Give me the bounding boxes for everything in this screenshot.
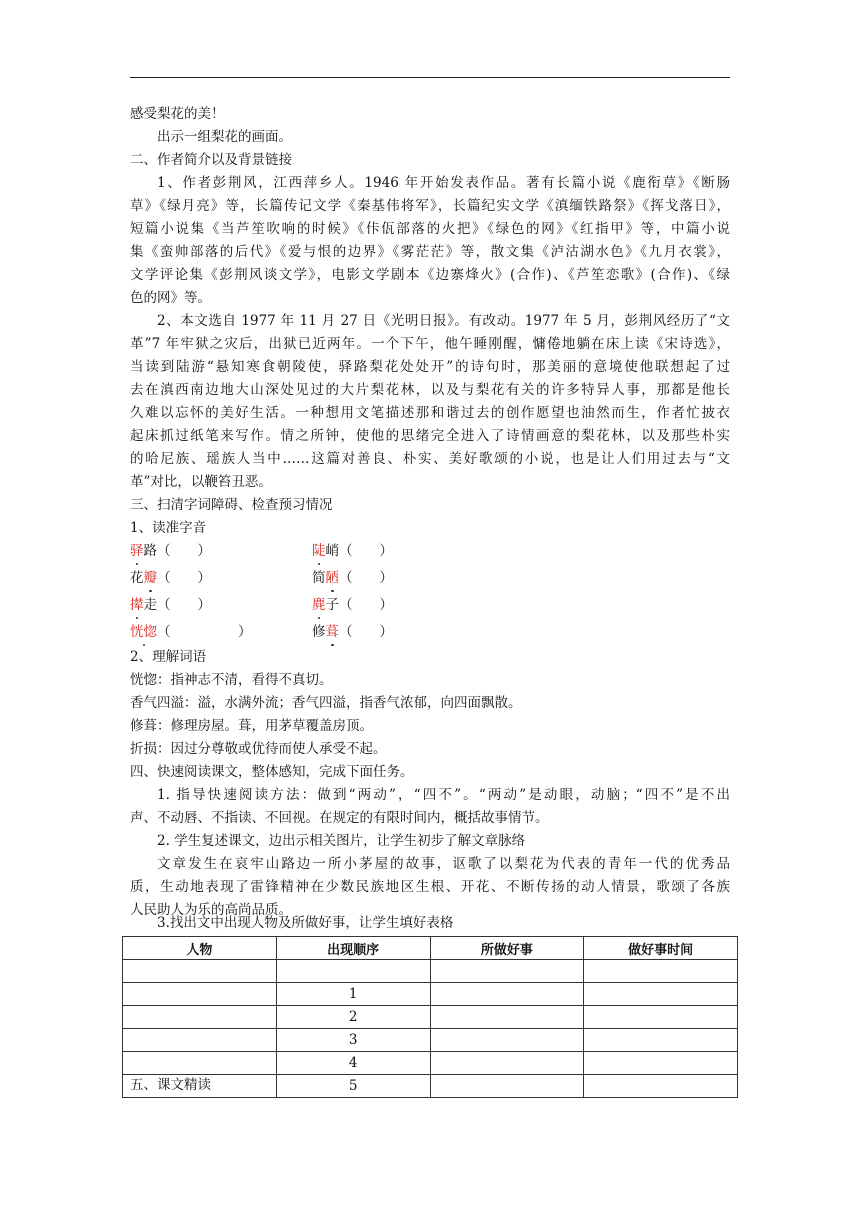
table-row [123,960,738,983]
paragraph-line: 起床抓过纸笔来写作。情之所钟，使他的思绪完全进入了诗情画意的梨花林，以及那些朴实 [130,428,730,444]
definition-line: 修葺：修理房屋。葺，用茅草覆盖房顶。 [130,718,373,734]
table-cell[interactable]: 4 [276,1052,430,1075]
table-cell[interactable]: 3 [276,1029,430,1052]
pinyin-item: 花瓣（ ） [130,567,211,589]
pinyin-item: 简陋（ ） [312,567,393,589]
paragraph-line: 草》《绿月亮》等，长篇传记文学《秦基伟将军》，长篇纪实文学《滇缅铁路祭》《挥戈落日》， [130,198,730,214]
table-cell[interactable] [430,1029,584,1052]
paragraph-line: 集《蛮帅部落的后代》《爱与恨的边界》《雾茫茫》等，散文集《泸沽湖水色》《九月衣裳》， [130,244,730,260]
table-header-row [123,937,738,960]
pinyin-item: 陡峭（ ） [312,540,393,562]
definition-line: 折损：因过分尊敬或优待而使人承受不起。 [130,741,387,757]
subheading: 2、理解词语 [130,649,207,665]
paragraph-line: 声、不动唇、不指读、不回视。在规定的有限时间内，概括故事情节。 [130,810,549,826]
table-cell[interactable] [276,960,430,983]
subheading: 1、读准字音 [130,520,207,536]
good-deeds-table [122,936,738,1098]
paragraph-line: 1. 指导快速阅读方法：做到“两动”，“四不”。“两动”是动眼，动脑；“四不”是不出 [157,787,730,803]
paragraph-line: 久难以忘怀的美好生活。一种想用文笔描述那和谐过去的创作愿望也油然而生，作者忙披衣 [130,405,730,421]
paragraph-line: 短篇小说集《当芦笙吹响的时候》《佧佤部落的火把》《绿色的网》《红指甲》等，中篇小说 [130,221,730,237]
paragraph-line: 1、作者彭荆风，江西萍乡人。1946 年开始发表作品。著有长篇小说《鹿衔草》《断肠 [157,175,730,191]
table-row [123,1029,738,1052]
column-header: 出现顺序 [276,937,430,960]
paragraph-line: 的哈尼族、瑶族人当中……这篇对善良、朴实、美好歌颂的小说，也是让人们用过去与“文 [130,451,730,467]
table-cell[interactable] [430,960,584,983]
table-cell[interactable] [584,1006,738,1029]
highlighted-char: 陋 [326,567,340,589]
table-row [123,1052,738,1075]
highlighted-char: 恍惚 [130,621,157,643]
table-row [123,983,738,1006]
table-cell[interactable]: 5 [276,1075,430,1098]
paragraph-line: 当读到陆游“悬知寒食朝陵使，驿路梨花处处开”的诗句时，那美丽的意境使他联想起了过 [130,359,730,375]
highlighted-char: 撵 [130,594,144,616]
paragraph-line: 去在滇西南边地大山深处见过的大片梨花林，以及与梨花有关的许多特异人事，那都是他长 [130,382,730,398]
table-cell[interactable] [430,1052,584,1075]
paragraph-line: 人民助人为乐的高尚品质。 [130,902,292,918]
paragraph-line: 革”对比，以鞭笞丑恶。 [130,474,272,490]
pinyin-item: 撵走（ ） [130,594,211,616]
section-heading: 四、快速阅读课文，整体感知，完成下面任务。 [130,764,414,780]
paragraph-line: 2. 学生复述课文，边出示相关图片，让学生初步了解文章脉络 [157,833,526,849]
pinyin-item: 驿路（ ） [130,540,211,562]
table-cell[interactable] [430,983,584,1006]
definition-line: 恍惚：指神志不清，看得不真切。 [130,672,333,688]
pinyin-item: 修葺（ ） [312,621,393,643]
highlighted-char: 驿 [130,540,144,562]
table-cell[interactable] [584,1052,738,1075]
column-header: 做好事时间 [584,937,738,960]
paragraph-line: 3.找出文中出现人物及所做好事，让学生填好表格 [157,915,454,931]
pinyin-item: 恍惚（ ） [130,621,252,643]
paragraph-line: 文章发生在哀牢山路边一所小茅屋的故事，讴歌了以梨花为代表的青年一代的优秀品 [157,856,730,872]
highlighted-char: 陡 [312,540,326,562]
section-heading: 五、课文精读 [130,1077,211,1093]
table-cell[interactable] [584,960,738,983]
pinyin-item: 麂子（ ） [312,594,393,616]
column-header: 所做好事 [430,937,584,960]
table-cell[interactable] [584,1075,738,1098]
table-row [123,1075,738,1098]
table-cell[interactable] [123,1006,277,1029]
table-cell[interactable] [123,1052,277,1075]
definition-line: 香气四溢：溢，水满外流；香气四溢，指香气浓郁，向四面飘散。 [130,695,522,711]
table-cell[interactable] [123,960,277,983]
highlighted-char: 麂 [312,594,326,616]
text-line: 出示一组梨花的画面。 [157,129,292,145]
table-cell[interactable] [584,1029,738,1052]
table-cell[interactable] [123,983,277,1006]
header-rule [130,77,730,78]
paragraph-line: 色的网》等。 [130,290,211,306]
paragraph-line: 2、本文选自 1977 年 11 月 27 日《光明日报》。有改动。1977 年 5 月，彭荆风经历了“文 [157,313,730,329]
highlighted-char: 瓣 [144,567,158,589]
paragraph-line: 革”7 年牢狱之灾后，出狱已近两年。一个下午，他午睡刚醒，慵倦地躺在床上读《宋诗选》， [130,336,730,352]
paragraph-line: 质，生动地表现了雷锋精神在少数民族地区生根、开花、不断传扬的动人情景，歌颂了各族 [130,879,730,895]
table-cell[interactable] [430,1075,584,1098]
table-cell[interactable] [430,1006,584,1029]
table-cell[interactable] [123,1029,277,1052]
text-line: 感受梨花的美！ [130,106,225,122]
table-cell[interactable]: 1 [276,983,430,1006]
highlighted-char: 葺 [326,621,340,643]
table-cell[interactable] [584,983,738,1006]
table-row [123,1006,738,1029]
paragraph-line: 文学评论集《彭荆风谈文学》，电影文学剧本《边寨烽火》(合作)、《芦笙恋歌》(合作)、《绿 [130,267,730,283]
column-header: 人物 [123,937,277,960]
section-heading: 二、作者简介以及背景链接 [130,152,292,168]
table-cell[interactable]: 2 [276,1006,430,1029]
section-heading: 三、扫清字词障碍、检查预习情况 [130,497,333,513]
